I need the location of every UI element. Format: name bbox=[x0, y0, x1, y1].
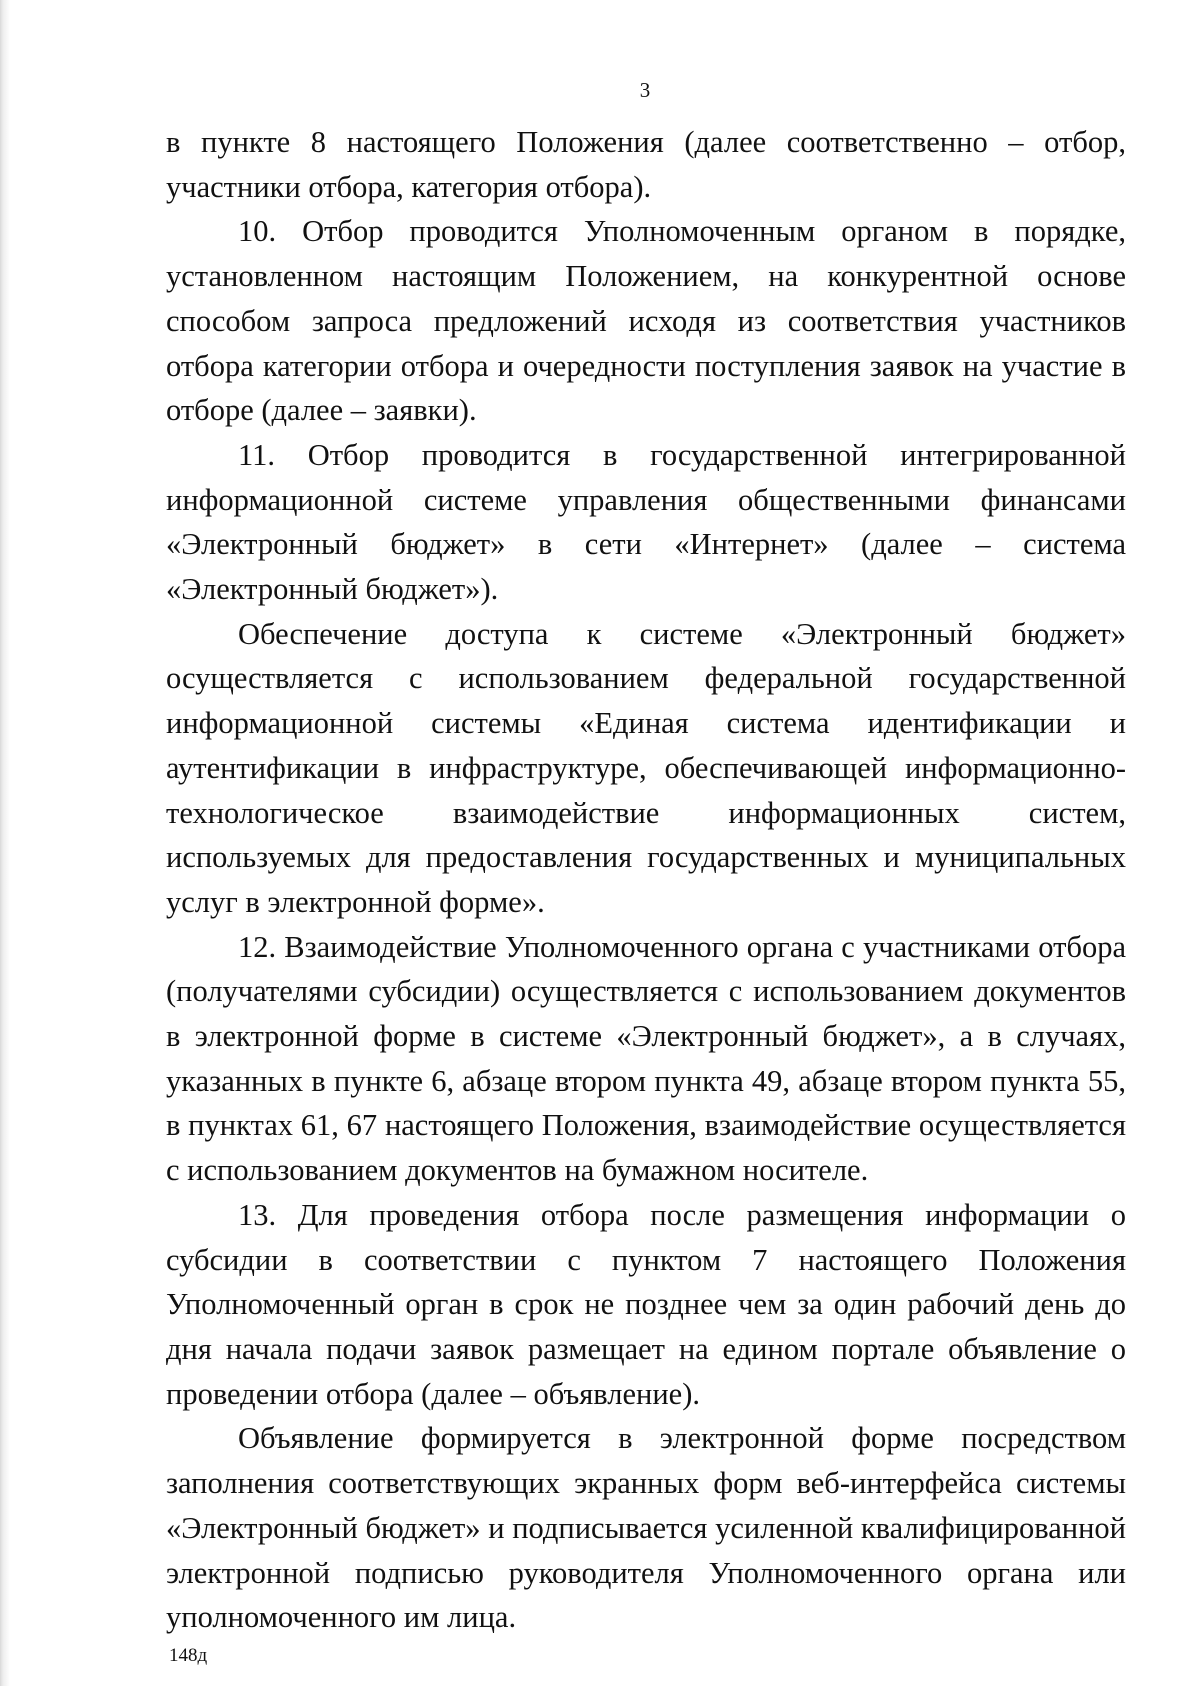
paragraph-item-10: 10. Отбор проводится Уполномоченным органом в порядке, установленном настоящим Положением, на конкурентной основе способом запроса предложений исходя из соответствия участников отбора категории отбора и очередности поступления заявок на участие в отборе (далее – заявки). bbox=[166, 214, 1126, 428]
paragraph-item-13: 13. Для проведения отбора после размещения информации о субсидии в соответствии с пунктом 7 настоящего Положения Уполномоченный орган в срок не позднее чем за один рабочий день до дня начала подачи заявок размещает на едином портале объявление о проведении отбора (далее – объявление). bbox=[166, 1197, 1126, 1411]
scan-edge bbox=[0, 0, 10, 1686]
paragraph-item-12: 12. Взаимодействие Уполномоченного органа с участниками отбора (получателями субсидии) осуществляется с использованием документов в электронной форме в системе «Электронный бюджет», а в случаях, указанных в пункте 6, абзаце втором пункта 49, абзаце втором пункта 55, в пунктах 61, 67 настоящего Положения, взаимодействие осуществляется с использованием документов на бумажном носителе. bbox=[166, 929, 1126, 1188]
paragraph-item-11-access: Обеспечение доступа к системе «Электронный бюджет» осуществляется с использованием федеральной государственной информационной системы «Единая система идентификации и аутентификации в инфраструктуре, обеспечивающей информационно-технологическое взаимодействие информационных систем, используемых для предоставления государственных и муниципальных услуг в электронной форме». bbox=[166, 616, 1126, 919]
paragraph-item-11: 11. Отбор проводится в государственной интегрированной информационной системе управления общественными финансами «Электронный бюджет» в сети «Интернет» (далее – система «Электронный бюджет»). bbox=[166, 437, 1126, 607]
paragraph-item-13-announcement: Объявление формируется в электронной форме посредством заполнения соответствующих экранных форм веб-интерфейса системы «Электронный бюджет» и подписывается усиленной квалифицированной электронной подписью руководителя Уполномоченного органа или уполномоченного им лица. bbox=[166, 1421, 1126, 1635]
paragraph-continuation: в пункте 8 настоящего Положения (далее соответственно – отбор, участники отбора, категория отбора). bbox=[166, 125, 1126, 204]
document-code: 148д bbox=[169, 1645, 208, 1666]
document-body bbox=[166, 120, 1126, 1640]
page-number: 3 bbox=[639, 78, 651, 102]
